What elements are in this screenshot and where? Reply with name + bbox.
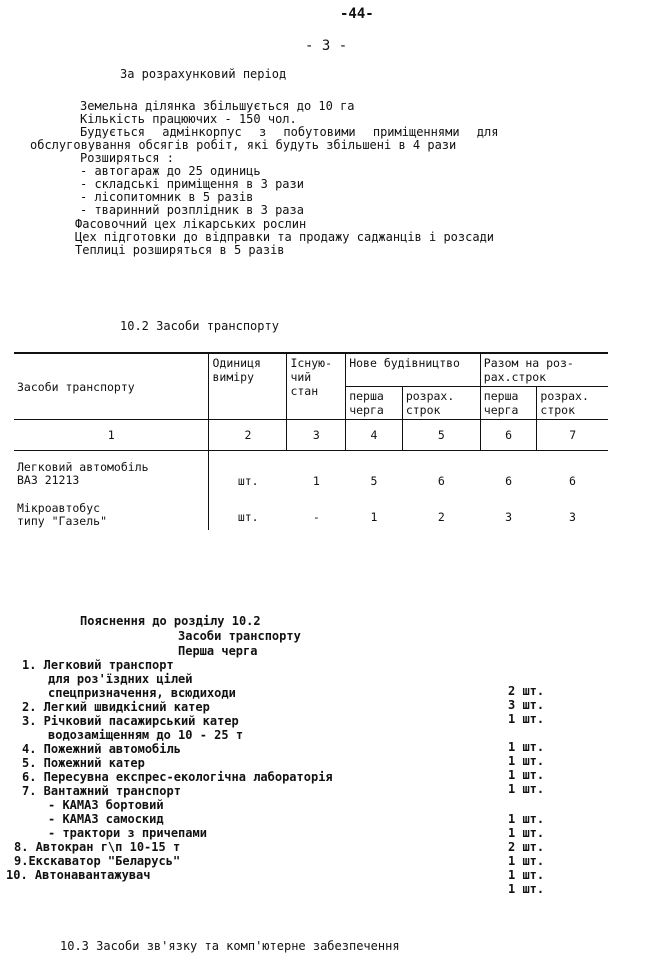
intro-line: - складські приміщення в 3 рази [80,177,304,191]
row-nb-first: 1 [370,510,378,524]
page-number-top: -44- [340,6,374,22]
intro-line: Фасовочний цех лікарських рослин [75,217,307,231]
explanation-item: 1. Легковий транспорт [22,658,174,672]
transport-table [14,352,608,530]
explanation-item: 4. Пожежний автомобіль [22,742,181,756]
page-number-sub: - 3 - [305,38,348,54]
explanation-item: 9.Екскаватор "Беларусь" [14,854,181,868]
explanation-count: 1 шт. [508,868,545,882]
explanation-count: 1 шт. [508,712,545,726]
col-number: 1 [14,420,209,451]
explanation-count: 1 шт. [508,754,545,768]
header-first-stage: перша черга [346,387,403,420]
explanation-item: 5. Пожежний катер [22,756,145,770]
intro-heading: За розрахунковий період [120,67,287,81]
explanation-count: 1 шт. [508,768,545,782]
header-unit: Одиниця виміру [209,353,287,420]
explanation-item: 10. Автонавантажувач [6,868,151,882]
row-name-line2: ВАЗ 21213 [17,473,80,487]
explanation-item: 6. Пересувна експрес-екологічна лабораторія [22,770,333,784]
explanation-item: водозаміщенням до 10 - 25 т [48,728,244,742]
intro-line: Цех підготовки до відправки та продажу саджанців і розсади [75,230,495,244]
header-calc-term: розрах. строк [402,387,480,420]
explanation-count: 1 шт. [508,740,545,754]
explanation-item: спецпризначення, всюдиходи [48,686,236,700]
row-nb-first: 5 [370,474,378,488]
intro-line: Будується адмінкорпус з побутовими приміщеннями для [80,125,499,139]
intro-line: Теплиці розширяться в 5 разів [75,243,285,257]
col-number: 3 [287,420,346,451]
col-number: 5 [402,420,480,451]
explanation-item: - КАМАЗ самоскид [48,812,164,826]
explanations-title: Пояснення до розділу 10.2 [80,614,261,628]
row-nb-calc: 6 [437,474,445,488]
intro-line: - тваринний розплідник в 3 раза [80,203,304,217]
intro-line: - автогараж до 25 одиниць [80,164,261,178]
explanation-item: 8. Автокран г\п 10-15 т [14,840,181,854]
explanation-item: - трактори з причепами [48,826,207,840]
header-existing: Існую-чий стан [287,353,346,420]
row-existing: - [312,510,320,524]
explanation-count: 3 шт. [508,698,545,712]
row-name-line1: Мікроавтобус [17,501,101,515]
header-calc-term: розрах. строк [537,387,608,420]
row-unit: шт. [209,451,287,491]
explanation-item: 7. Вантажний транспорт [22,784,181,798]
table-row [14,451,608,491]
intro-line: обслуговування обсягів робіт, які будуть збільшені в 4 рази [30,138,457,152]
header-total: Разом на роз-рах.строк [480,353,608,387]
explanation-count: 1 шт. [508,812,545,826]
explanations-stage: Перша черга [178,644,258,658]
explanation-item: 3. Річковий пасажирський катер [22,714,239,728]
header-first-stage: перша черга [480,387,537,420]
row-unit: шт. [209,490,287,530]
explanation-item: - КАМАЗ бортовий [48,798,164,812]
row-existing: 1 [312,474,320,488]
explanation-item: для роз'їздних цілей [48,672,193,686]
explanations-subtitle: Засоби транспорту [178,629,301,643]
table-row [14,490,608,530]
row-tot-first: 6 [505,474,513,488]
explanation-count: 1 шт. [508,882,545,896]
explanation-count: 1 шт. [508,826,545,840]
col-number: 7 [537,420,608,451]
row-tot-calc: 3 [568,510,576,524]
explanation-count: 1 шт. [508,854,545,868]
intro-line: Земельна ділянка збільшується до 10 га [80,99,355,113]
row-nb-calc: 2 [437,510,445,524]
header-means: Засоби транспорту [14,353,209,420]
header-new-build: Нове будівництво [346,353,481,387]
row-tot-calc: 6 [568,474,576,488]
explanation-count: 2 шт. [508,840,545,854]
col-number: 4 [346,420,403,451]
explanation-count: 1 шт. [508,782,545,796]
intro-line: Розширяться : [80,151,174,165]
col-number: 2 [209,420,287,451]
row-tot-first: 3 [505,510,513,524]
row-name-line1: Легковий автомобіль [17,460,149,474]
section-10-3-title: 10.3 Засоби зв'язку та комп'ютерне забезпечення [60,939,400,953]
intro-line: Кількість працюючих - 150 чол. [80,112,297,126]
explanation-count: 2 шт. [508,684,545,698]
intro-line: - лісопитомник в 5 разів [80,190,254,204]
row-name-line2: типу "Газель" [17,514,108,528]
explanation-item: 2. Легкий швидкісний катер [22,700,210,714]
col-number: 6 [480,420,537,451]
section-10-2-title: 10.2 Засоби транспорту [120,319,279,333]
